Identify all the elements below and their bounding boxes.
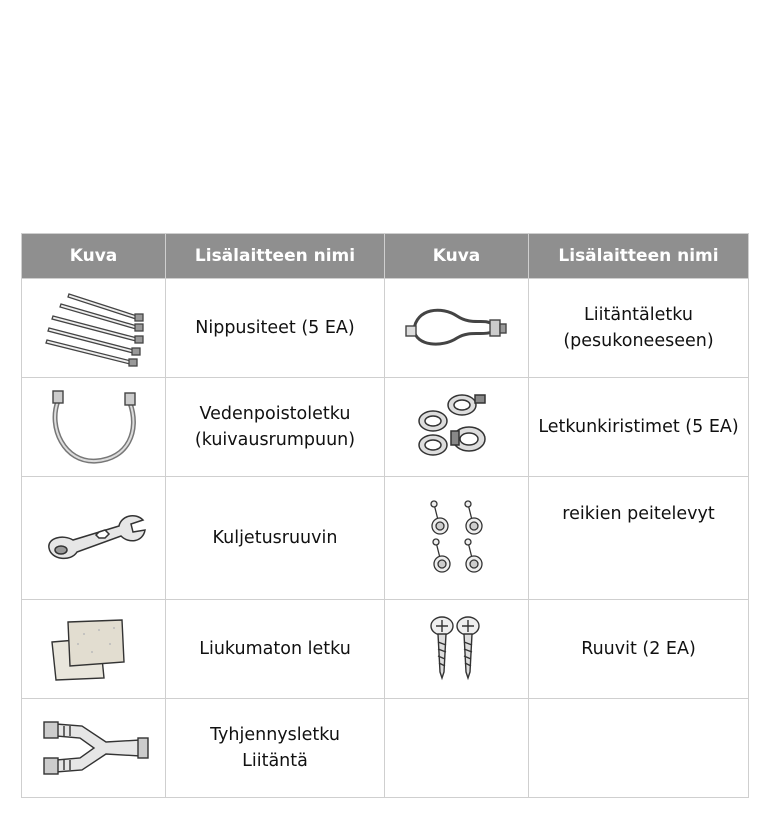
image-cell [22, 600, 166, 699]
image-cell [22, 279, 166, 378]
wrench-icon [39, 508, 149, 568]
image-cell [385, 378, 529, 477]
header-name: Lisälaitteen nimi [166, 234, 385, 279]
inlet-hose-icon [402, 298, 512, 358]
table-row [22, 378, 749, 477]
header-image: Kuva [22, 234, 166, 279]
y-connector-icon [36, 718, 152, 778]
table-row [22, 477, 749, 600]
header-row [22, 234, 749, 279]
empty-cell [529, 699, 749, 798]
empty-cell [385, 699, 529, 798]
accessories-table [21, 233, 749, 798]
image-cell [385, 279, 529, 378]
image-cell [22, 378, 166, 477]
accessory-name: Ruuvit (2 EA) [529, 600, 749, 699]
accessory-name: Liitäntäletku (pesukoneeseen) [529, 279, 749, 378]
accessory-name: Tyhjennysletku Liitäntä [166, 699, 385, 798]
hose-clamps-icon [407, 387, 507, 467]
accessory-name: Liukumaton letku [166, 600, 385, 699]
cable-ties-icon [39, 288, 149, 368]
accessory-name: reikien peitelevyt [529, 477, 749, 600]
image-cell [385, 600, 529, 699]
header-image: Kuva [385, 234, 529, 279]
table-row [22, 279, 749, 378]
table-row [22, 600, 749, 699]
anti-slip-pads-icon [44, 614, 144, 684]
accessory-name: Kuljetusruuvin [166, 477, 385, 600]
header-name: Lisälaitteen nimi [529, 234, 749, 279]
drain-hose-icon [44, 387, 144, 467]
image-cell [385, 477, 529, 600]
image-cell [22, 477, 166, 600]
accessory-name: Letkunkiristimet (5 EA) [529, 378, 749, 477]
table-row [22, 699, 749, 798]
accessory-name: Nippusiteet (5 EA) [166, 279, 385, 378]
image-cell [22, 699, 166, 798]
accessory-name: Vedenpoistoletku (kuivausrumpuun) [166, 378, 385, 477]
screws-icon [422, 614, 492, 684]
hole-caps-icon [422, 498, 492, 578]
